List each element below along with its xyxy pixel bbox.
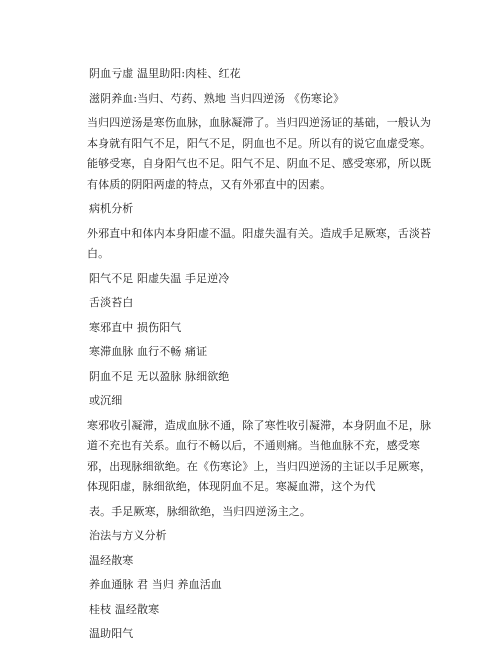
section-heading-pathogenesis: 病机分析 [89,202,134,215]
list-item: 温助阳气 [89,627,134,640]
list-item: 寒滞血脉 血行不畅 痛证 [89,345,208,358]
paragraph-formula-intro: 当归四逆汤是寒伤血脉，血脉凝滞了。当归四逆汤证的基础，一般认为本身就有阳气不足，阳气不足，阴血也不足。所以有的说它血虚受寒。能够受寒，自身阳气也不足。阳气不足、阴血不足、感受寒邪，所以既有体质的阴阳两虚的特点，又有外邪直中的因素。 [87,116,432,191]
text-line-herbs-blood: 滋阴养血:当归、芍药、熟地 当归四逆汤 《伤寒论》 [89,91,345,105]
paragraph-pathogenesis: 外邪直中和体内本身阳虚不温。阳虚失温有关。造成手足厥寒，舌淡苔白。 [87,226,432,260]
list-item: 桂枝 温经散寒 [89,602,160,616]
paragraph-cold-stagnation: 寒邪收引凝滞，造成血脉不通，除了寒性收引凝滞，本身阴血不足，脉道不充也有关系。血行不畅以后，不通则痛。当他血脉不充，感受寒邪，出现脉细欲绝。在《伤寒论》上，当归四逆汤的主证以手足厥寒，体现阳虚，脉细欲绝，体现阴血不足。寒凝血滞，这个为代 [87,418,432,493]
text-line-herbs-yang: 阴血亏虚 温里助阳:肉桂、红花 [89,67,241,80]
list-item: 阳气不足 阳虚失温 手足逆冷 [89,271,230,285]
list-item: 温经散寒 [89,553,134,567]
section-heading-treatment: 治法与方义分析 [89,529,167,542]
list-item: 寒邪直中 损伤阳气 [89,320,182,334]
list-item: 阴血不足 无以盈脉 脉细欲绝 [89,369,230,383]
list-item: 或沉细 [89,394,123,407]
document-body [87,64,432,649]
list-item: 养血通脉 君 当归 养血活血 [89,578,222,591]
paragraph-main-indication: 表。手足厥寒，脉细欲绝，当归四逆汤主之。 [89,504,311,518]
list-item: 舌淡苔白 [89,296,134,309]
